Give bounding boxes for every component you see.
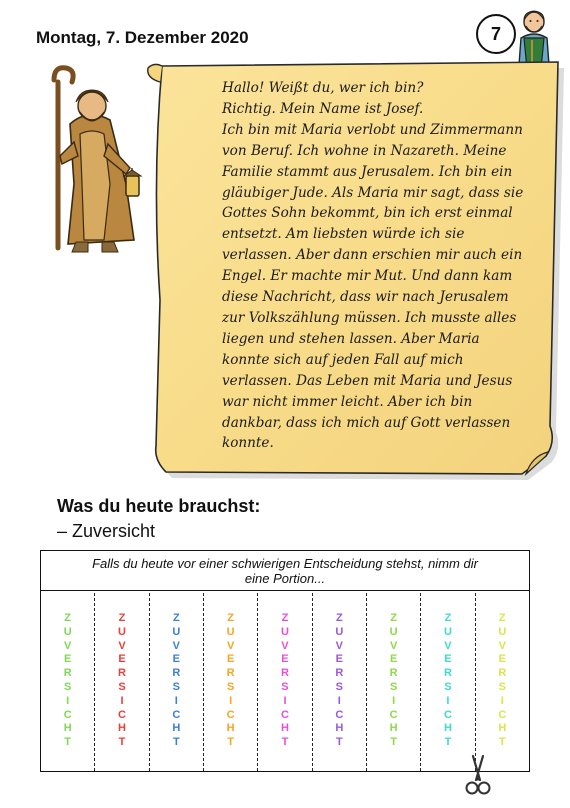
letter-line: war nicht immer leicht. Aber ich bin [222,393,473,410]
strip-letter: U [443,625,452,638]
strip-letter: H [172,722,181,735]
strip-letter: I [120,694,124,707]
strip-letter: I [174,694,178,707]
strip-letter: E [444,653,452,666]
coupon-strip[interactable] [475,593,529,771]
strip-letter: C [443,708,452,721]
letter-line: entsetzt. Am liebsten würde ich sie [222,226,465,243]
coupon-instruction-line1: Falls du heute vor einer schwierigen Entscheidung stehst, nimm dir [92,555,478,571]
strip-letter: R [63,667,72,680]
strip-word [313,612,366,750]
strip-letter: T [227,736,235,749]
strip-letter: S [444,680,452,693]
strip-letter: T [444,736,452,749]
coupon-strip[interactable] [203,593,257,771]
strip-letter: Z [498,612,506,624]
strip-letter: E [498,653,506,666]
josef-letter [222,78,542,454]
page-date: Montag, 7. Dezember 2020 [36,28,249,47]
day-number-badge: 7 [476,14,516,54]
letter-line: zur Volkszählung müssen. Ich musste alles [222,309,517,326]
coupon-strip[interactable] [149,593,203,771]
strip-letter: C [172,708,181,721]
tear-off-coupon [40,550,530,772]
strip-letter: E [63,653,72,666]
coupon-instruction-line2: eine Portion... [244,570,326,586]
strip-letter: S [389,680,398,693]
strip-letter: U [118,625,126,638]
strip-letter: E [172,653,180,666]
strip-letter: C [281,708,289,721]
letter-line: von Beruf. Ich wohne in Nazareth. Meine [222,142,507,159]
strip-letter: V [172,639,180,652]
strip-letter: V [498,639,506,652]
strip-letter: H [335,722,344,735]
strip-letter: Z [390,612,397,624]
strip-letter: E [281,653,289,666]
needs-heading: Was du heute brauchst: [57,496,261,516]
strip-letter: T [172,736,180,749]
strip-word [476,612,529,750]
strip-letter: U [498,625,507,638]
strip-letter: Z [444,612,452,624]
strip-word [367,612,420,750]
strip-word [421,612,474,750]
strip-letter: T [335,736,343,749]
strip-letter: U [226,625,235,638]
strip-letter: T [281,736,289,749]
strip-letter: V [118,639,126,652]
strip-letter: R [226,667,235,680]
coupon-strip[interactable] [94,593,148,771]
letter-line: dankbar, dass ich mich auf Gott verlassen [222,414,511,431]
strip-letter: E [389,653,398,666]
coupon-instruction [41,551,529,591]
strip-letter: Z [227,612,235,624]
strip-letter: R [498,667,507,680]
strip-letter: I [283,694,287,707]
strip-letter: C [498,708,507,721]
strip-letter: T [118,736,126,749]
strip-letter: V [281,639,289,652]
strip-letter: S [498,680,506,693]
strip-letter: S [118,680,126,693]
strip-letter: S [226,680,235,693]
coupon-strip[interactable] [257,593,311,771]
strip-letter: C [226,708,235,721]
coupon-strips [41,593,529,771]
strip-word [204,612,257,750]
strip-letter: R [172,667,181,680]
strip-letter: H [281,722,289,735]
letter-line: diese Nachricht, dass wir nach Jerusalem [222,289,509,306]
strip-letter: I [446,694,450,707]
letter-line: verlassen. Das Leben mit Maria und Jesus [222,372,513,389]
strip-letter: Z [335,612,343,624]
letter-line: Hallo! Weißt du, wer ich bin? [222,80,424,96]
strip-letter: V [389,639,398,652]
strip-letter: C [389,708,398,721]
needs-item: – Zuversicht [57,521,156,541]
strip-letter: V [444,639,452,652]
letter-line: liegen und stehen lassen. Aber Maria [222,330,480,347]
strip-letter: R [389,667,398,680]
strip-letter: H [443,722,452,735]
strip-letter: U [63,625,72,638]
strip-letter: H [63,722,72,735]
letter-line: Richtig. Mein Name ist Josef. [222,100,424,117]
strip-letter: U [335,625,344,638]
letter-line: Ich bin mit Maria verlobt und Zimmermann [222,121,523,138]
strip-letter: T [64,736,72,749]
coupon-strip[interactable] [366,593,420,771]
strip-letter: I [392,694,396,707]
strip-letter: Z [281,612,289,624]
strip-letter: U [172,625,181,638]
strip-letter: Z [118,612,126,624]
coupon-strip[interactable] [312,593,366,771]
strip-letter: R [335,667,344,680]
strip-letter: E [226,653,235,666]
strip-letter: I [229,694,233,707]
scissors-icon [465,754,491,796]
strip-letter: C [118,708,126,721]
letter-line: gläubiger Jude. Als Maria mir sagt, dass sie [222,184,524,201]
strip-letter: V [226,639,235,652]
strip-letter: S [172,680,180,693]
letter-line: konnte. [222,435,274,452]
letter-line: Gottes Sohn bekommt, bin ich erst einmal [222,205,513,222]
strip-word [41,612,94,750]
strip-letter: H [118,722,126,735]
strip-letter: V [335,639,343,652]
strip-letter: R [118,667,126,680]
strip-word [150,612,203,750]
strip-letter: I [337,694,341,707]
strip-letter: E [118,653,126,666]
letter-line: konnte sich auf jeden Fall auf mich [222,351,464,368]
letter-line: Engel. Er machte mir Mut. Und dann kam [222,268,513,285]
strip-letter: V [63,639,72,652]
strip-letter: R [443,667,452,680]
strip-word [258,612,311,750]
strip-letter: T [498,736,506,749]
letter-line: Familie stammt aus Jerusalem. Ich bin ein [222,163,513,180]
coupon-strip[interactable] [41,593,94,771]
strip-letter: U [389,625,398,638]
strip-letter: R [281,667,289,680]
strip-letter: Z [64,612,72,624]
strip-letter: S [335,680,343,693]
josef-with-staff-illustration [18,64,158,254]
strip-letter: T [390,736,397,749]
strip-letter: H [389,722,398,735]
strip-letter: E [335,653,343,666]
strip-letter: C [335,708,344,721]
strip-letter: H [498,722,507,735]
coupon-strip[interactable] [420,593,474,771]
strip-letter: I [66,694,70,707]
strip-word [95,612,148,750]
strip-letter: U [281,625,289,638]
strip-letter: I [500,694,504,707]
strip-letter: S [63,680,72,693]
strip-letter: S [281,680,289,693]
strip-letter: Z [172,612,180,624]
strip-letter: C [63,708,72,721]
letter-line: verlassen. Aber dann erschien mir auch ein [222,247,523,264]
strip-letter: H [226,722,235,735]
